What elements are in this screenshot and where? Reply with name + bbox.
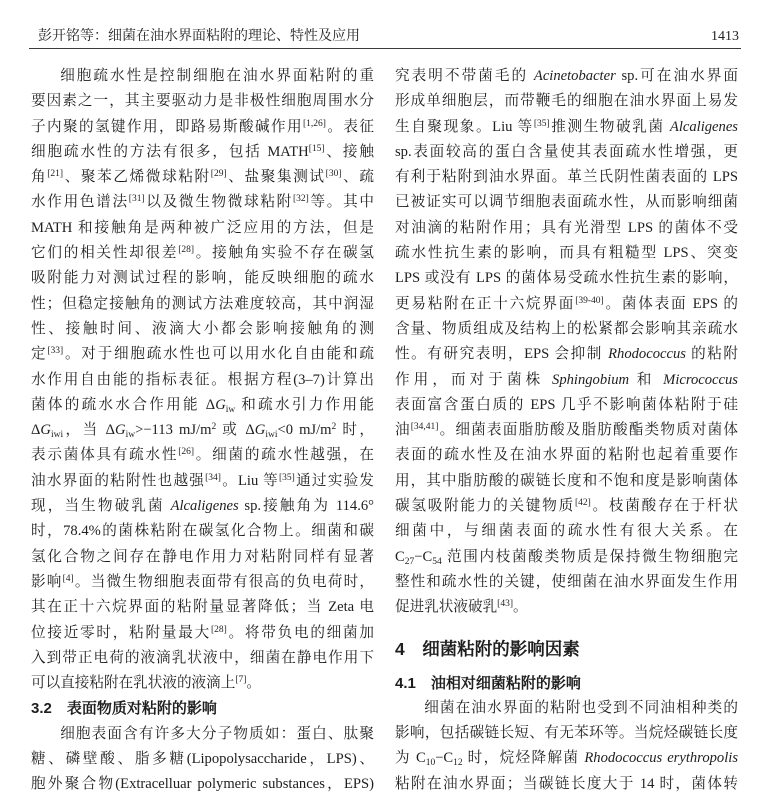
- page-number: 1413: [711, 29, 739, 44]
- reference-superscript: [39-40]: [575, 295, 604, 306]
- subscript: 54: [432, 556, 442, 567]
- italic-term: Rhodococcus: [608, 346, 686, 363]
- text-line: 细胞疏水性的方法有很多，包括 MATH[15]、接触: [31, 143, 374, 160]
- text-line: 生自聚现象。Liu 等[35]推测生物破乳菌 Alcaligenes: [395, 118, 738, 135]
- text-line: 已被证实可以调节细胞表面疏水性，从而影响细菌: [395, 194, 738, 211]
- text-line: 为 $C_{10}-C_{12}$ 时，烷烃降解菌 Rhodococcus erythropolis: [395, 750, 738, 769]
- text-line: LPS 或没有 LPS 的菌体易受疏水性抗生素的影响，: [395, 270, 738, 287]
- italic-term: Alcaligenes: [669, 118, 738, 135]
- italic-term: G: [215, 396, 226, 413]
- reference-superscript: [34]: [205, 472, 221, 483]
- text-line: 其在正十六烷界面的粘附量显著降低；当 Zeta 电: [31, 599, 374, 616]
- running-title: 彭开铭等：细菌在油水界面粘附的理论、特性及应用: [38, 29, 360, 44]
- text-line: 胞外聚合物(Extracelluar polymeric substances，EPS): [31, 776, 374, 793]
- italic-term: Acinetobacter: [533, 68, 616, 84]
- text-line: MATH 和接触角是两种被广泛应用的方法，但是: [31, 219, 374, 236]
- text-line: 影响，包括碳链长短、有无苯环等。当烷烃碳链长度: [395, 725, 738, 742]
- text-line: 可以直接粘附在乳状液的液滴上[7]。: [31, 675, 262, 692]
- header-rule: [29, 48, 741, 49]
- text-line: 性。有研究表明，EPS 会抑制 Rhodococcus 的粘附: [395, 346, 738, 363]
- page-header: [38, 25, 739, 45]
- text-line: 细菌在油水界面的粘附也受到不同油相种类的: [424, 699, 738, 716]
- text-line: 入到带正电荷的液滴乳状液中，细菌在静电作用下: [31, 649, 374, 666]
- text-line: 水作用自由能的指标表征。根据方程(3–7)计算出: [31, 371, 374, 388]
- text-line: 形成单细胞层，而带鞭毛的细胞在油水界面上易发: [395, 93, 738, 110]
- italic-term: G: [115, 422, 126, 439]
- reference-superscript: [42]: [574, 498, 591, 509]
- text-line: 作用，而对于菌株 Sphingobium 和 Micrococcus: [395, 371, 738, 388]
- subscript: 27: [404, 556, 415, 567]
- reference-superscript: [4]: [62, 573, 74, 584]
- text-line: 究表明不带菌毛的 Acinetobacter sp.可在油水界面: [395, 68, 738, 84]
- reference-superscript: 2: [331, 422, 337, 433]
- article-body: [31, 64, 738, 800]
- subscript: 10: [425, 758, 436, 769]
- reference-superscript: 2: [211, 422, 217, 433]
- reference-superscript: [33]: [47, 346, 64, 357]
- reference-superscript: [15]: [308, 143, 325, 154]
- reference-superscript: [21]: [47, 169, 64, 180]
- italic-term: Sphingobium: [552, 371, 630, 388]
- text-line: 现，当生物破乳菌 Alcaligenes sp.接触角为 114.6°: [31, 498, 374, 515]
- text-line: $C_{27}-C_{54}$ 范围内枝菌酸类物质是保持微生物细胞完: [395, 548, 738, 567]
- text-line: 水作用色谱法[31]以及微生物微球粘附[32]等。其中: [31, 194, 374, 211]
- text-line: 对油滴的粘附作用；具有光滑型 LPS 的菌体不受: [395, 219, 738, 236]
- reference-superscript: [28]: [178, 245, 195, 256]
- text-line: 定[33]。对于细胞疏水性也可以用水化自由能和疏: [31, 346, 374, 363]
- text-line: $\Delta G_{iwi}$，当 $\Delta G_{iw}>-113$ $mJ/m^2$ 或 $\Delta G_{iwi}<0$ $mJ/m^2$ 时，: [31, 422, 374, 441]
- text-line: 整性和疏水性的关键，使细菌在油水界面发生作用: [395, 573, 738, 590]
- text-line: 用，其中脂肪酸的碳链长度和不饱和度是影响菌体: [395, 472, 738, 489]
- left-column: [31, 64, 374, 800]
- text-line: 粘附在油水界面；当碳链长度大于 14 时，菌体转: [395, 775, 738, 792]
- text-line: 要因素之一，其主要驱动力是非极性细胞周围水分: [31, 93, 374, 110]
- reference-superscript: [35]: [279, 472, 295, 483]
- reference-superscript: [26]: [178, 447, 195, 458]
- italic-term: G: [254, 422, 266, 439]
- section-heading: 3.2 表面物质对粘附的影响: [31, 700, 217, 718]
- reference-superscript: [31]: [128, 194, 145, 205]
- text-line: 有利于粘附到油水界面。革兰氏阴性菌表面的 LPS: [395, 169, 738, 186]
- text-line: 时，78.4%的菌株粘附在碳氢化合物上。细菌和碳: [31, 523, 374, 540]
- text-line: 油[34,41]。细菌表面脂肪酸及脂肪酸酯类物质对菌体: [395, 422, 738, 439]
- reference-superscript: [32]: [292, 194, 309, 205]
- text-line: 子内聚的氢键作用，即路易斯酸碱作用[1,26]。表征: [31, 118, 374, 135]
- text-line: 促进乳状液破乳[43]。: [395, 599, 528, 616]
- text-line: 油水界面的粘附性也越强[34]。Liu 等[35]通过实验发: [31, 472, 374, 489]
- italic-term: Micrococcus: [663, 371, 738, 388]
- reference-superscript: [35]: [533, 118, 550, 129]
- reference-superscript: [30]: [325, 169, 342, 180]
- text-line: 表示菌体具有疏水性[26]。细菌的疏水性越强，在: [31, 447, 374, 464]
- text-line: 性；但稳定接触角的测试方法难度较高，其中润湿: [31, 295, 374, 312]
- text-line: 含量、物质组成及结构上的松紧都会影响其亲疏水: [395, 320, 738, 337]
- reference-superscript: [43]: [497, 599, 513, 610]
- reference-superscript: [1,26]: [303, 118, 326, 129]
- text-line: 菌体的疏水水合作用能 $\Delta G_{iw}$ 和疏水引力作用能: [31, 396, 374, 415]
- text-line: 它们的相关性却很差[28]。接触角实验不存在碳氢: [31, 245, 374, 262]
- reference-superscript: [34,41]: [410, 422, 439, 433]
- text-line: 细菌中，与细菌表面的疏水性有很大关系。在: [395, 523, 738, 540]
- text-line: 表面的疏水性及在油水界面的粘附也起着重要作: [395, 447, 738, 464]
- text-line: 性、接触时间、液滴大小都会影响接触角的测: [31, 320, 374, 337]
- text-line: 氢化合物之间存在静电作用力对粘附同样有显著: [31, 548, 374, 565]
- text-line: 碳氢吸附能力的关键物质[42]。枝菌酸存在于杆状: [395, 498, 738, 515]
- reference-superscript: [28]: [210, 624, 227, 635]
- subscript: 12: [453, 758, 463, 769]
- text-line: 细胞表面含有许多大分子物质如：蛋白、肽聚: [60, 725, 374, 742]
- subscript: iwi: [50, 430, 64, 441]
- italic-term: G: [40, 422, 51, 439]
- section-heading: 4.1 油相对细菌粘附的影响: [395, 674, 581, 692]
- text-line: 细胞疏水性是控制细胞在油水界面粘附的重: [60, 68, 374, 84]
- text-line: sp.表面较高的蛋白含量使其表面疏水性增强，更: [395, 143, 738, 160]
- section-heading: 4 细菌粘附的影响因素: [395, 638, 580, 659]
- subscript: iwi: [265, 430, 278, 441]
- italic-term: Alcaligenes: [170, 498, 239, 515]
- italic-term: Rhodococcus erythropolis: [584, 750, 738, 767]
- text-line: 吸附能力对测试过程的影响，能反映细胞的疏水: [31, 270, 374, 287]
- subscript: iw: [225, 404, 236, 415]
- text-line: 糖、磷壁酸、脂多糖(Lipopolysaccharide，LPS)、: [31, 751, 374, 768]
- right-column: [395, 64, 738, 800]
- text-line: 疏水性抗生素的影响，而具有粗糙型 LPS、突变: [395, 245, 738, 262]
- text-line: 更易粘附在正十六烷界面[39-40]。菌体表面 EPS 的: [395, 295, 738, 312]
- reference-superscript: [7]: [235, 675, 247, 686]
- text-line: 角[21]、聚苯乙烯微球粘附[29]、盐聚集测试[30]、疏: [31, 169, 374, 186]
- text-line: 影响[4]。当微生物细胞表面带有很高的负电荷时，: [31, 573, 374, 590]
- text-line: 位接近零时，粘附量最大[28]。将带负电的细菌加: [31, 624, 374, 641]
- subscript: iw: [125, 430, 136, 441]
- text-line: 表面富含蛋白质的 EPS 几乎不影响菌体粘附于硅: [395, 396, 738, 413]
- reference-superscript: [29]: [210, 169, 227, 180]
